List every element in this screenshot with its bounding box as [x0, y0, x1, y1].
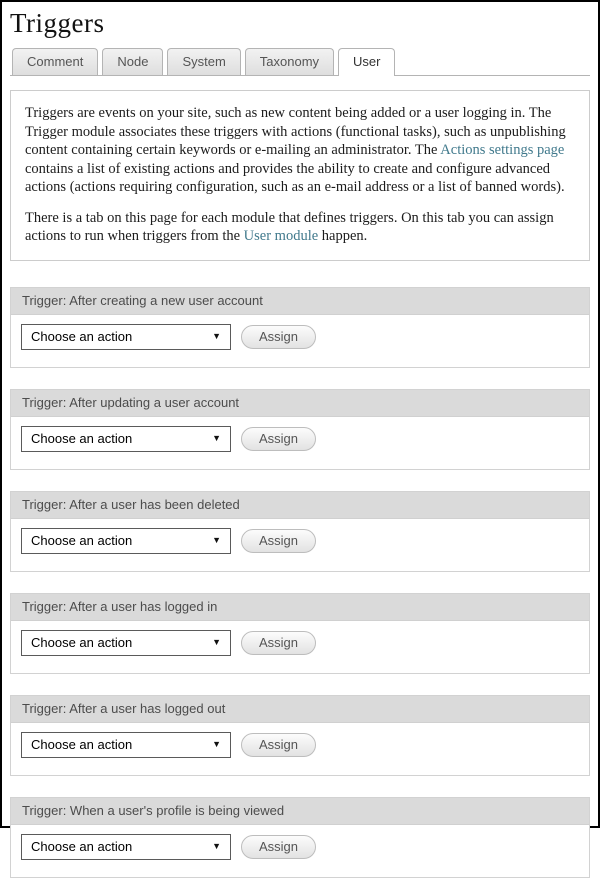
- intro-paragraph-2: [25, 209, 575, 246]
- trigger-section-user-deleted: [10, 491, 590, 572]
- dropdown-arrow-icon: ▼: [212, 841, 221, 851]
- action-select-value: Choose an action: [31, 533, 133, 548]
- dropdown-arrow-icon: ▼: [212, 433, 221, 443]
- trigger-section-body: [11, 723, 589, 775]
- trigger-section-user-logged-in: [10, 593, 590, 674]
- tab-bar: [10, 48, 590, 76]
- action-select[interactable]: [21, 426, 231, 452]
- trigger-section-body: [11, 315, 589, 367]
- intro-text: contains a list of existing actions and provides the ability to create and configure advanced actions (actions requiring configuration, such as an e-mail address or a list of banned words).: [25, 160, 565, 195]
- assign-button[interactable]: Assign: [241, 325, 316, 349]
- intro-text: happen.: [318, 228, 368, 244]
- intro-description: [10, 90, 590, 261]
- dropdown-arrow-icon: ▼: [212, 739, 221, 749]
- dropdown-arrow-icon: ▼: [212, 637, 221, 647]
- trigger-section-body: [11, 519, 589, 571]
- trigger-section-title: Trigger: After creating a new user account: [11, 288, 589, 315]
- tab-taxonomy[interactable]: Taxonomy: [245, 48, 334, 75]
- tab-node[interactable]: Node: [102, 48, 163, 75]
- tab-comment[interactable]: Comment: [12, 48, 98, 75]
- action-select-value: Choose an action: [31, 737, 133, 752]
- assign-button[interactable]: Assign: [241, 733, 316, 757]
- trigger-section-title: Trigger: After a user has logged out: [11, 696, 589, 723]
- trigger-section-new-user-account: [10, 287, 590, 368]
- action-select[interactable]: [21, 732, 231, 758]
- action-select[interactable]: [21, 834, 231, 860]
- action-select-value: Choose an action: [31, 839, 133, 854]
- intro-paragraph-1: [25, 104, 575, 197]
- action-select-value: Choose an action: [31, 431, 133, 446]
- page-title: Triggers: [10, 8, 105, 38]
- assign-button[interactable]: Assign: [241, 427, 316, 451]
- assign-button[interactable]: Assign: [241, 529, 316, 553]
- trigger-section-user-logged-out: [10, 695, 590, 776]
- intro-text: Triggers are events on your site, such as new content being added or a user logging in. The Trigger module associates these triggers with actions (functional tasks), such as unpublishing content containing certain keywords or e-mailing an administrator. The: [25, 105, 566, 158]
- assign-button[interactable]: Assign: [241, 835, 316, 859]
- trigger-section-body: [11, 417, 589, 469]
- dropdown-arrow-icon: ▼: [212, 331, 221, 341]
- assign-button[interactable]: Assign: [241, 631, 316, 655]
- action-select-value: Choose an action: [31, 635, 133, 650]
- action-select[interactable]: [21, 324, 231, 350]
- trigger-section-update-user-account: [10, 389, 590, 470]
- tab-system[interactable]: System: [167, 48, 240, 75]
- trigger-section-body: [11, 825, 589, 877]
- trigger-section-title: Trigger: After a user has logged in: [11, 594, 589, 621]
- intro-text: There is a tab on this page for each module that defines triggers. On this tab you can assign actions to run when triggers from the: [25, 209, 554, 244]
- actions-settings-page-link[interactable]: Actions settings page: [440, 142, 565, 158]
- trigger-section-profile-viewed: [10, 797, 590, 878]
- dropdown-arrow-icon: ▼: [212, 535, 221, 545]
- trigger-section-title: Trigger: After a user has been deleted: [11, 492, 589, 519]
- user-module-link[interactable]: User module: [243, 228, 319, 244]
- tab-user[interactable]: User: [338, 48, 395, 76]
- trigger-section-title: Trigger: When a user's profile is being viewed: [11, 798, 589, 825]
- trigger-section-title: Trigger: After updating a user account: [11, 390, 589, 417]
- action-select[interactable]: [21, 528, 231, 554]
- action-select-value: Choose an action: [31, 329, 133, 344]
- action-select[interactable]: [21, 630, 231, 656]
- trigger-section-body: [11, 621, 589, 673]
